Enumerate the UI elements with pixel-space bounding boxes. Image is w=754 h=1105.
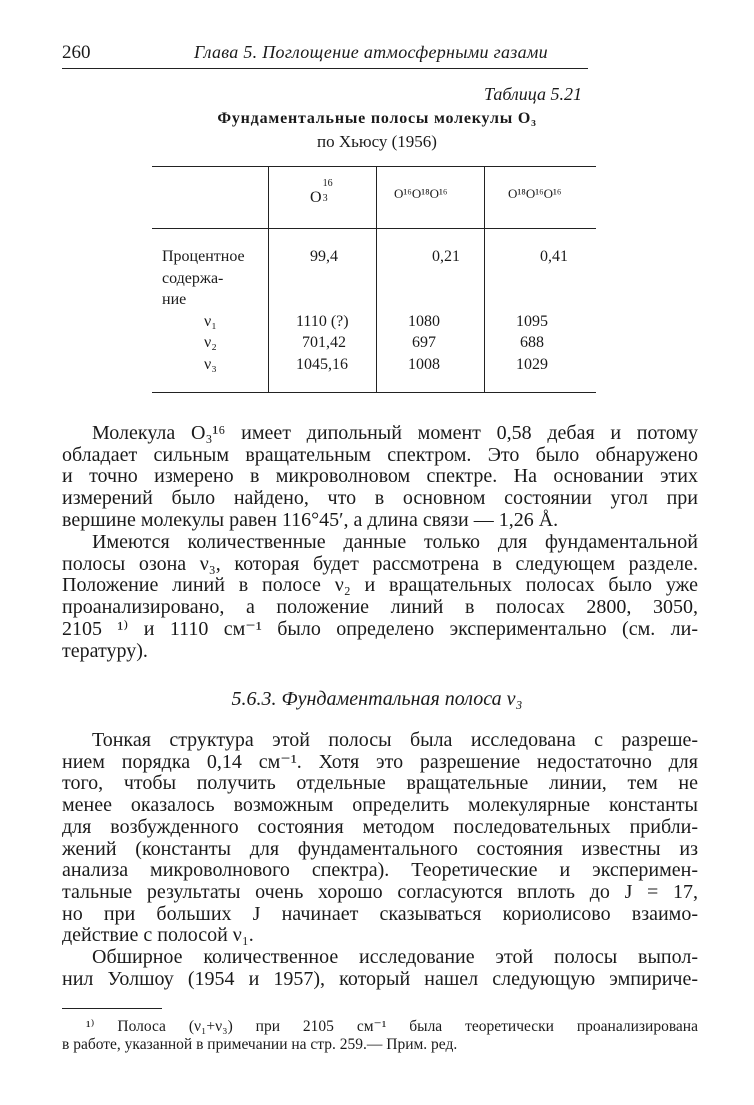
row-label-percent: ние [162, 291, 187, 308]
text-line: Молекула O₃¹⁶ имеет дипольный момент 0,58 дебая и потому [92, 422, 698, 444]
text-line: но при больших J начинает сказываться кориолисово взаимо- [62, 902, 698, 925]
row-label-nu3: ν₃ [204, 356, 217, 373]
table-caption-title: Фундаментальные полосы молекулы O₃ [217, 110, 537, 127]
footnote-line: ¹⁾ Полоса (ν₁+ν₃) при 2105 см⁻¹ была теоретически проанализирована [86, 1018, 698, 1035]
column-header-sup: 16 [322, 178, 333, 189]
row-label-nu2: ν₂ [204, 334, 217, 351]
paragraph [62, 730, 698, 947]
column-header-base: O [310, 189, 322, 206]
table-bottom-rule [152, 392, 596, 393]
table-cell: 688 [520, 334, 544, 351]
text-line: действие с полосой ν₁. [62, 924, 254, 947]
text-line: анализа микроволнового спектра). Теоретические и эксперимен- [62, 859, 698, 882]
footnote-line: в работе, указанной в примечании на стр. 259.— Прим. ред. [62, 1036, 458, 1053]
column-header-o3-16 [310, 178, 334, 207]
table-cell: 701,42 [302, 334, 346, 351]
paragraph [62, 423, 698, 532]
text-line: того, чтобы получить отдельные вращательные линии, тем не [62, 772, 698, 795]
table-cell: 697 [412, 334, 436, 351]
text-line: Имеются количественные данные только для фундаментальной [92, 531, 698, 553]
table-cell: 1110 (?) [296, 313, 349, 330]
text-line: 2105 ¹⁾ и 1110 см⁻¹ было определено экспериментально (см. ли- [62, 617, 698, 640]
table-column-rule [484, 166, 485, 392]
column-header-o18-o16-o16: O¹⁸O¹⁶O¹⁶ [508, 186, 562, 201]
text-line: проанализировано, а положение линий в полосах 2800, 3050, [62, 596, 698, 619]
text-line: нием порядка 0,14 см⁻¹. Хотя это разрешение недостаточно для [62, 750, 698, 773]
section-heading: 5.6.3. Фундаментальная полоса ν₃ [231, 688, 523, 710]
text-line: Положение линий в полосе ν₂ и вращательных полосах было уже [62, 574, 698, 597]
table-header-rule [152, 228, 596, 229]
table-caption-source: по Хьюсу (1956) [317, 132, 437, 151]
text-line: Обширное количественное исследование этой полосы выпол- [92, 946, 698, 968]
footnote-rule [62, 1008, 162, 1009]
text-line: полосы озона ν₃, которая будет рассмотрена в следующем разделе. [62, 552, 698, 575]
text-line: обладает сильным вращательным спектром. Это было обнаружено [62, 443, 698, 466]
page-number: 260 [62, 42, 91, 63]
paragraph [62, 532, 698, 662]
data-table [0, 0, 754, 400]
text-line: и точно измерено в микроволновом спектре. На основании этих [62, 465, 698, 488]
row-label-nu1: ν₁ [204, 313, 217, 330]
column-header-o16-o18-o16: O¹⁶O¹⁸O¹⁶ [394, 186, 448, 201]
paragraph [62, 947, 698, 990]
table-cell: 1080 [408, 313, 440, 330]
table-cell: 1095 [516, 313, 548, 330]
text-line: Тонкая структура этой полосы была исследована с разреше- [92, 729, 698, 751]
table-cell: 1008 [408, 356, 440, 373]
table-cell: 0,41 [540, 248, 568, 265]
text-line: жений (константы для фундаментального состояния известны из [62, 837, 698, 860]
text-line: менее оказалось возможным определить молекулярные константы [62, 794, 698, 817]
row-label-percent: содержа- [162, 270, 224, 287]
text-line: тературу). [62, 639, 148, 662]
table-cell: 99,4 [310, 248, 338, 265]
table-cell: 1029 [516, 356, 548, 373]
text-line: для возбужденного состояния методом последовательных прибли- [62, 815, 698, 838]
footnote [62, 1018, 698, 1054]
text-line: тальные результаты очень хорошо согласуются вплоть до J = 17, [62, 880, 698, 903]
table-column-rule [268, 166, 269, 392]
table-top-rule [152, 166, 596, 167]
table-label: Таблица 5.21 [483, 84, 582, 104]
table-column-rule [376, 166, 377, 392]
chapter-title: Глава 5. Поглощение атмосферными газами [194, 42, 548, 62]
text-line: измерений было найдено, что в основном состоянии угол при [62, 487, 698, 510]
table-cell: 1045,16 [296, 356, 348, 373]
text-line: нил Уолшоу (1954 и 1957), который нашел следующую эмпириче- [62, 967, 698, 990]
table-cell: 0,21 [432, 248, 460, 265]
text-line: вершине молекулы равен 116°45′, а длина связи — 1,26 Å. [62, 508, 559, 531]
column-header-sub: 3 [322, 193, 328, 204]
row-label-percent: Процентное [162, 248, 245, 265]
